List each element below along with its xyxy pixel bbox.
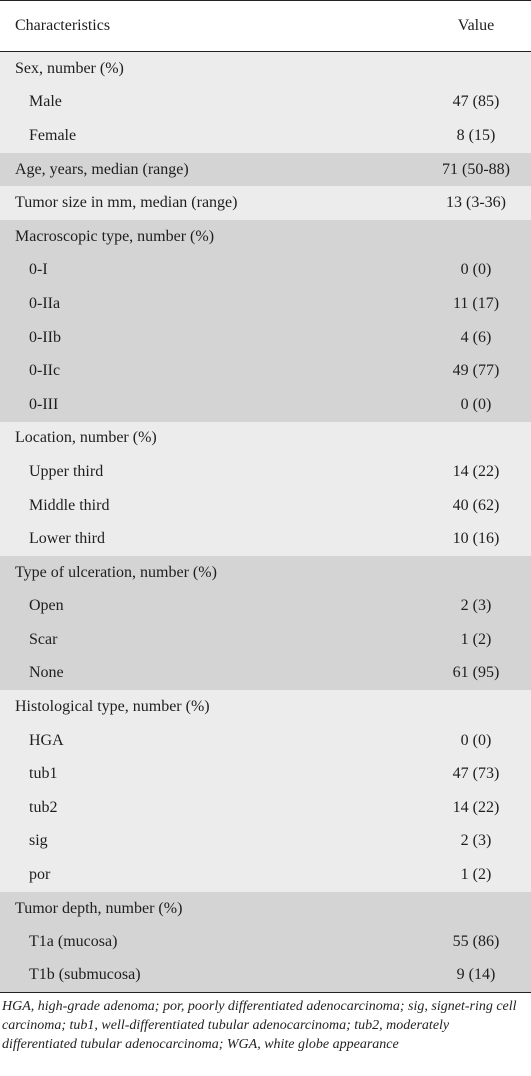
row-label: T1b (submucosa) [29,966,141,984]
row-value: 14 (22) [452,798,500,816]
group-value: 13 (3-36) [446,194,506,212]
group-title: Age, years, median (range) [15,160,189,178]
table-row [0,86,531,120]
row-label: HGA [29,731,64,749]
group-header-row [0,690,531,724]
row-value: 8 (15) [456,126,496,144]
row-label: tub2 [29,798,58,816]
row-label: None [29,664,64,682]
table-row [0,959,531,993]
group-title: Sex, number (%) [15,59,124,77]
table-row [0,287,531,321]
row-value: 0 (0) [460,395,492,413]
header-characteristics: Characteristics [15,17,111,34]
row-value: 0 (0) [460,731,492,749]
row-label: sig [29,832,48,850]
row-value: 4 (6) [460,328,492,346]
row-label: 0-I [29,261,48,279]
header-value: Value [457,17,495,34]
group-header-row [0,892,531,926]
group-title: Tumor size in mm, median (range) [15,194,238,212]
row-value: 40 (62) [452,496,500,514]
row-label: Female [29,126,77,144]
row-value: 0 (0) [460,261,492,279]
row-value: 11 (17) [452,294,500,312]
row-label: 0-IIc [29,362,61,380]
group-title: Macroscopic type, number (%) [15,227,215,245]
table-row [0,858,531,892]
row-value: 1 (2) [460,866,492,884]
table-body [0,52,531,993]
row-value: 2 (3) [460,832,492,850]
group-title: Type of ulceration, number (%) [15,563,217,581]
row-value: 49 (77) [452,362,500,380]
row-value: 10 (16) [452,530,500,548]
row-label: Lower third [29,530,105,548]
group-header-row [0,220,531,254]
group-title: Tumor depth, number (%) [15,899,183,917]
group-header-row [0,556,531,590]
row-value: 1 (2) [460,630,492,648]
table-row [0,657,531,691]
row-value: 61 (95) [452,664,500,682]
table-row [0,724,531,758]
row-label: Upper third [29,462,104,480]
group-header-row [0,153,531,187]
row-value: 55 (86) [452,933,500,951]
row-label: Middle third [29,496,110,514]
table-row [0,254,531,288]
row-label: por [29,866,51,884]
table-row [0,791,531,825]
row-label: Scar [29,630,58,648]
row-label: Open [29,597,64,615]
row-value: 14 (22) [452,462,500,480]
table-row [0,321,531,355]
table-row [0,489,531,523]
table-row [0,455,531,489]
table-row [0,119,531,153]
table-row [0,623,531,657]
table-row [0,388,531,422]
table-row [0,354,531,388]
table-footnote: HGA, high-grade adenoma; por, poorly differentiated adenocarcinoma; sig, signet-ring cell carcinoma; tub1, well-differentiated tubular adenocarcinoma; tub2, moderately differentiated tubular adenocarcinoma; WGA, white globe appearance [2,998,517,1052]
row-value: 9 (14) [456,966,496,984]
group-header-row [0,186,531,220]
table-row [0,825,531,859]
table-row [0,522,531,556]
row-value: 2 (3) [460,597,492,615]
row-label: 0-IIa [29,294,61,312]
row-label: 0-IIb [29,328,61,346]
row-label: 0-III [29,395,59,413]
group-value: 71 (50-88) [442,160,510,178]
group-title: Histological type, number (%) [15,698,210,716]
row-value: 47 (73) [452,765,500,783]
row-value: 47 (85) [452,93,500,111]
group-title: Location, number (%) [15,429,157,447]
table-header [0,1,531,52]
table-row [0,757,531,791]
table-row [0,925,531,959]
group-header-row [0,422,531,456]
row-label: tub1 [29,765,58,783]
row-label: T1a (mucosa) [29,933,118,951]
row-label: Male [29,93,62,111]
table-row [0,590,531,624]
group-header-row [0,52,531,86]
